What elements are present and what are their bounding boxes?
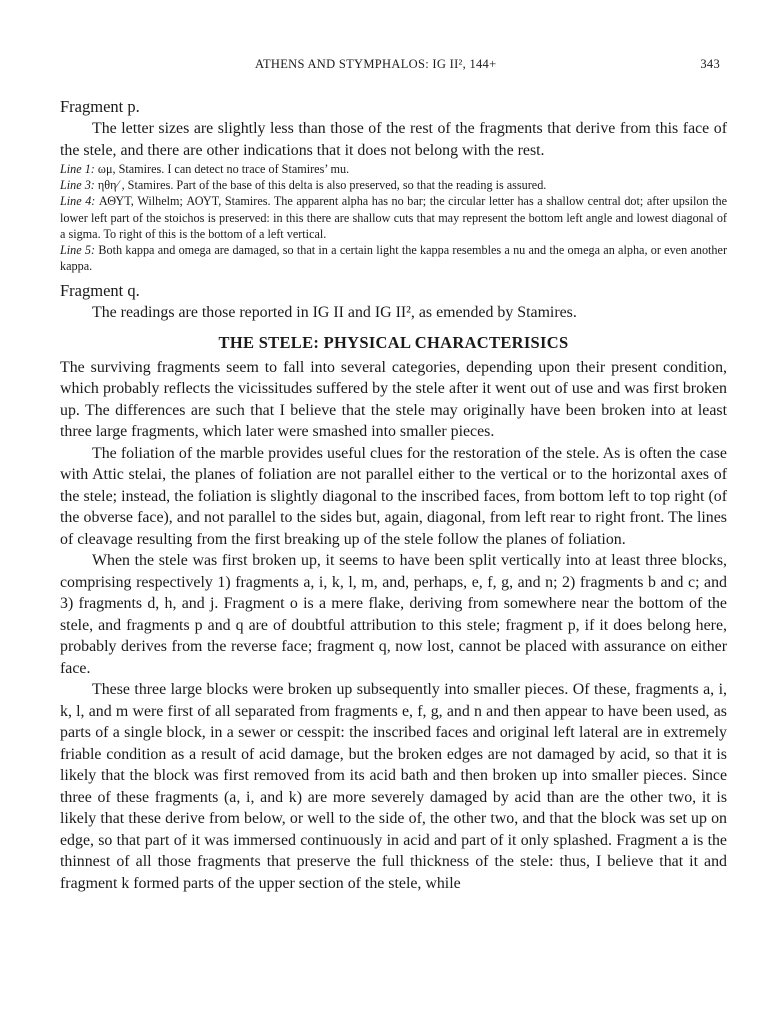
section-title: THE STELE: PHYSICAL CHARACTERISICS: [218, 332, 569, 352]
line-note-label: Line 1:: [60, 162, 95, 176]
body-paragraph: The surviving fragments seem to fall into several categories, depending upon their present condition, which probably reflects the vicissitudes suffered by the stele after it went out of use and was first broken up. The differences are such that I believe that the stele may originally have been broken into at least three large fragments, which later were smashed into smaller pieces.: [60, 358, 727, 441]
page-body: [60, 96, 727, 894]
fragment-p-notes: [60, 161, 727, 274]
line-note: [60, 161, 727, 177]
line-note: [60, 242, 727, 274]
line-note: [60, 177, 727, 193]
line-note: [60, 193, 727, 242]
fragment-p-paragraph: The letter sizes are slightly less than those of the rest of the fragments that derive from this face of the stele, and there are other indications that it does not belong with the rest.: [60, 120, 727, 159]
line-note-label: Line 5:: [60, 243, 96, 258]
fragment-q-paragraph: The readings are those reported in IG II and IG II², as emended by Stamires.: [92, 304, 577, 322]
fragment-q-heading: Fragment q.: [60, 281, 140, 301]
line-note-text: Both kappa and omega are damaged, so that in a certain light the kappa resembles a nu and the omega an alpha, or even another kappa.: [60, 243, 727, 274]
line-note-text: ηθη⁄ , Stamires. Part of the base of this delta is also preserved, so that the reading is assured.: [97, 178, 547, 193]
fragment-p-heading: Fragment p.: [60, 97, 140, 116]
body-paragraph: The foliation of the marble provides useful clues for the restoration of the stele. As is often the case with Attic stelai, the planes of foliation are not parallel either to the vertical or to the horizontal axes of the stele; instead, the foliation is slightly diagonal to the inscribed faces, from bottom left to top right (of the obverse face), and not parallel to the sides but, again, diagonal, from left rear to right front. The lines of cleavage resulting from the first breaking up of the stele follow the planes of foliation.: [60, 444, 727, 548]
line-note-label: Line 4:: [60, 194, 96, 209]
body-paragraph: When the stele was first broken up, it seems to have been split vertically into at least three blocks, comprising respectively 1) fragments a, i, k, l, m, and, perhaps, e, f, g, and n; 2) fragments b and c; and 3) fragments d, h, and j. Fragment o is a mere flake, deriving from somewhere near the bottom of the stele, and fragments p and q are of doubtful attribution to this stele; fragment p, if it does belong here, probably derives from the reverse face; fragment q, now lost, cannot be placed with assurance on either face.: [60, 552, 727, 677]
line-note-label: Line 3:: [60, 178, 95, 193]
line-note-text: ωμ, Stamires. I can detect no trace of Stamires’ mu.: [97, 162, 350, 176]
running-title: ATHENS AND STYMPHALOS: IG II², 144+: [255, 57, 497, 71]
body-paragraph: These three large blocks were broken up subsequently into smaller pieces. Of these, fragments a, i, k, l, and m were first of all separated from fragments e, f, g, and n and then appear to have been used, as parts of a single block, in a sewer or cesspit: the inscribed faces and original left lateral are in extremely friable condition as a result of acid damage, but the broken edges are not damaged by acid, so that it is likely that the block was first removed from its acid bath and then broken up into smaller pieces. Since three of these fragments (a, i, and k) are more severely damaged by acid than are the other two, it is likely that these derive from below, or well to the side of, the other two, and that the block was set up on edge, so that part of it was immersed continuously in acid and part of it only splashed. Fragment a is the thinnest of all those fragments that preserve the full thickness of the stele: thus, I believe that it and fragment k formed parts of the upper section of the stele, while: [60, 681, 727, 892]
line-note-text: ΑΘΥΤ, Wilhelm; ΑΟΥΤ, Stamires. The apparent alpha has no bar; the circular letter has a shallow central dot; after upsilon the lower left part of the stoichos is preserved: in this there are shallow cuts that may represent the bottom left angle and lowest diagonal of a sigma. To right of this is the bottom of a left vertical.: [60, 194, 727, 241]
page-number: 343: [700, 57, 720, 71]
